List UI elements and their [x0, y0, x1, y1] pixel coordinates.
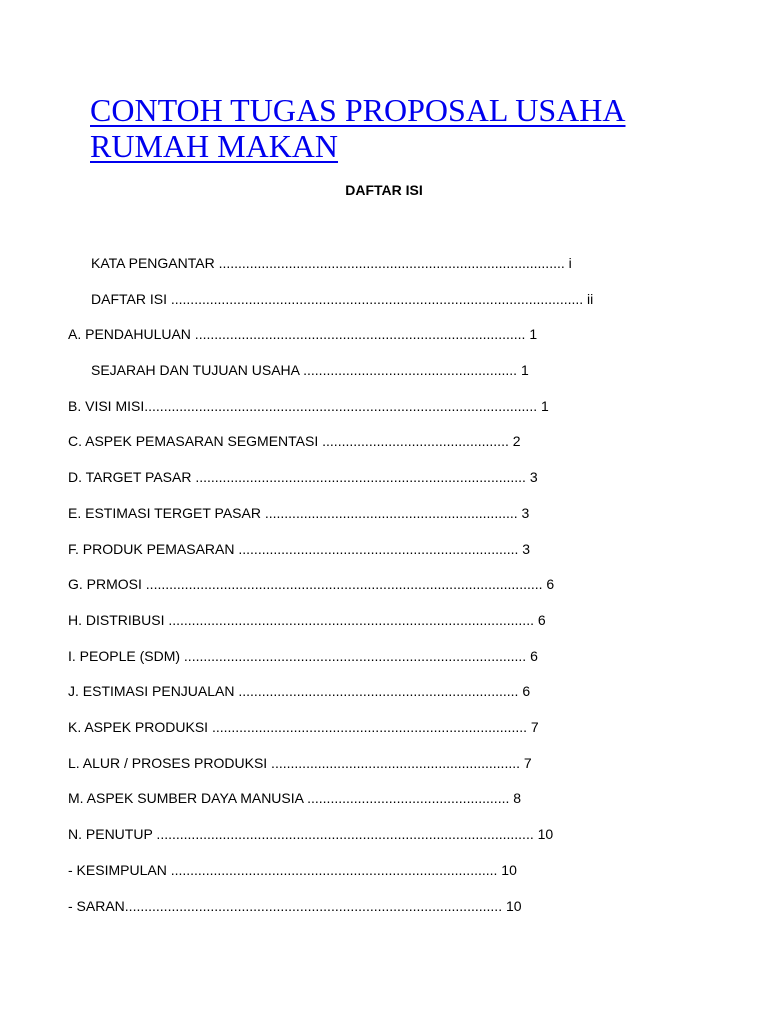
toc-entry-produk-pemasaran: F. PRODUK PEMASARAN ........................................................................ 3 — [68, 541, 531, 557]
toc-heading: DAFTAR ISI — [345, 182, 423, 198]
document-title-link[interactable]: CONTOH TUGAS PROPOSAL USAHA RUMAH MAKAN — [90, 92, 626, 164]
toc-entry-kata-pengantar: KATA PENGANTAR ......................................................................................... i — [91, 255, 572, 271]
toc-entry-people: I. PEOPLE (SDM) ........................................................................................ 6 — [68, 648, 538, 664]
toc-entry-estimasi-penjualan: J. ESTIMASI PENJUALAN ........................................................................ 6 — [68, 683, 531, 699]
toc-entry-kesimpulan: - KESIMPULAN .................................................................................... 10 — [68, 862, 517, 878]
toc-entry-pendahuluan: A. PENDAHULUAN ..................................................................................... 1 — [68, 326, 538, 342]
toc-entry-saran: - SARAN................................................................................................. 10 — [68, 898, 522, 914]
toc-entry-penutup: N. PENUTUP ................................................................................................. 10 — [68, 826, 554, 842]
toc-entry-daftar-isi: DAFTAR ISI .......................................................................................................... ii — [91, 291, 594, 307]
toc-entry-alur-produksi: L. ALUR / PROSES PRODUKSI ................................................................ 7 — [68, 755, 532, 771]
toc-entry-aspek-pemasaran: C. ASPEK PEMASARAN SEGMENTASI ................................................ 2 — [68, 433, 521, 449]
toc-entry-visi-misi: B. VISI MISI..................................................................................................... 1 — [68, 398, 549, 414]
toc-entry-aspek-produksi: K. ASPEK PRODUKSI ................................................................................. 7 — [68, 719, 539, 735]
toc-entry-target-pasar: D. TARGET PASAR ..................................................................................... 3 — [68, 469, 538, 485]
toc-entry-promosi: G. PRMOSI ...................................................................................................... 6 — [68, 576, 555, 592]
toc-entry-aspek-sdm: M. ASPEK SUMBER DAYA MANUSIA .................................................... 8 — [68, 790, 522, 806]
toc-entry-distribusi: H. DISTRIBUSI .............................................................................................. 6 — [68, 612, 546, 628]
toc-entry-sejarah: SEJARAH DAN TUJUAN USAHA ....................................................... 1 — [91, 362, 529, 378]
toc-entry-estimasi-target: E. ESTIMASI TERGET PASAR ................................................................. 3 — [68, 505, 530, 521]
